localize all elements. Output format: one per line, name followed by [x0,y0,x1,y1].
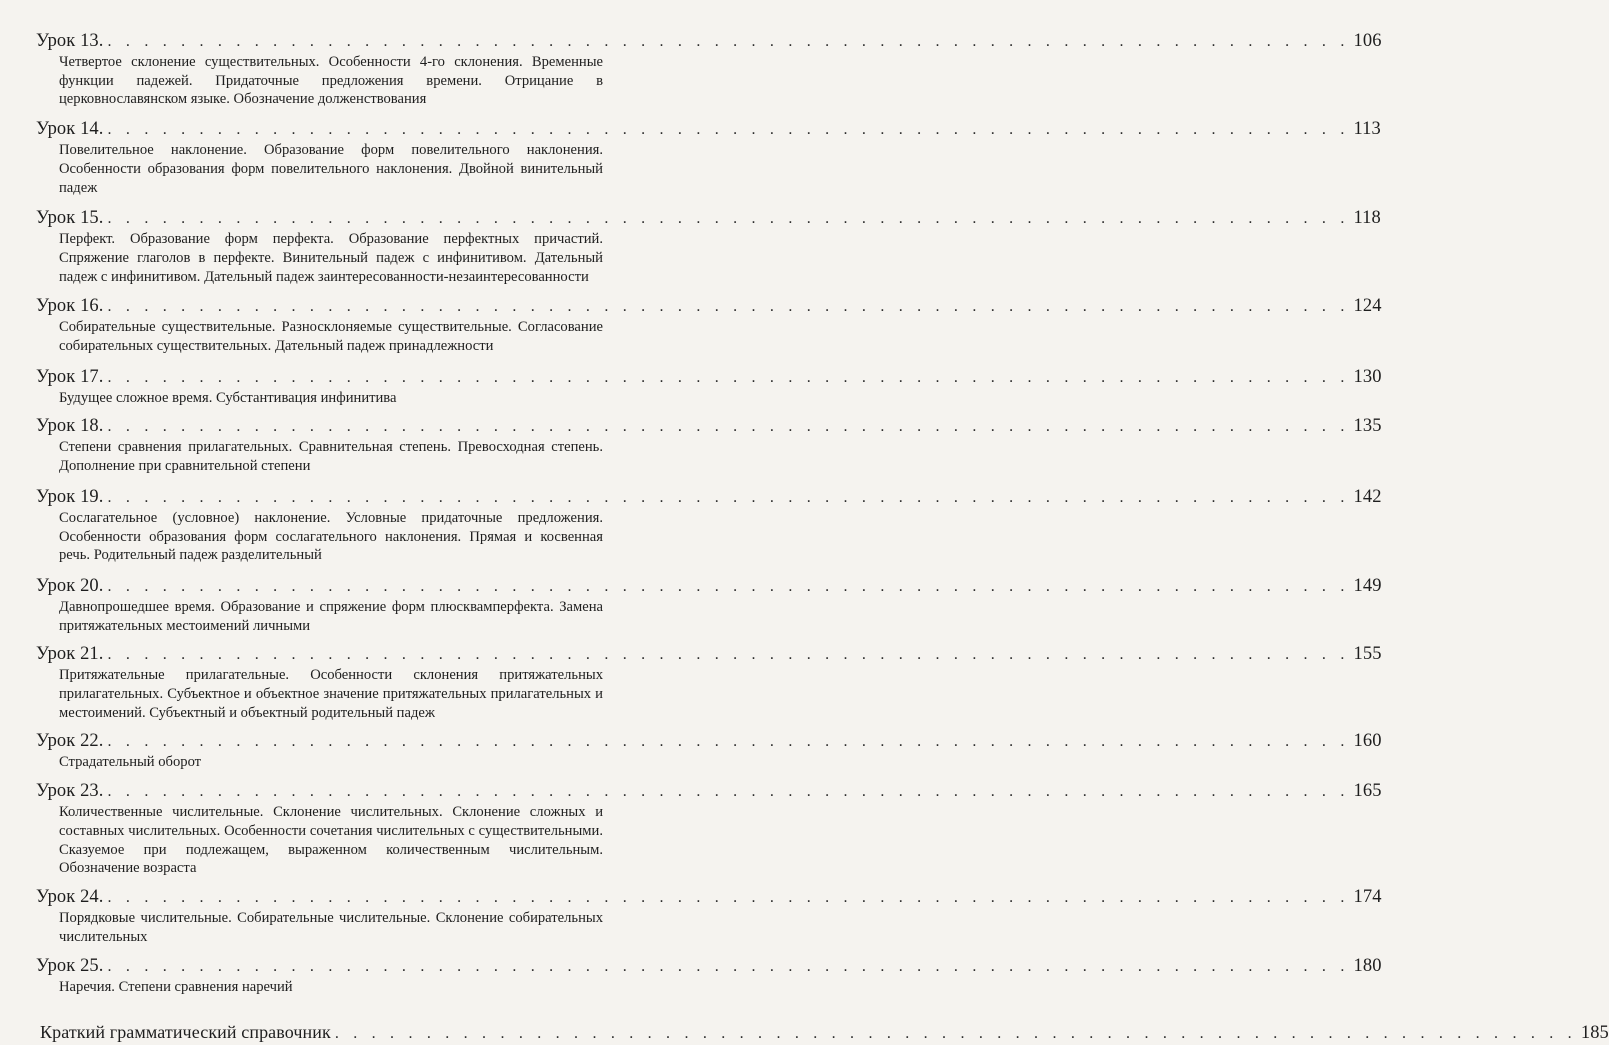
page-number: 185 [1580,1023,1609,1044]
lesson-title: Урок 24. [36,886,104,907]
lesson-title: Урок 19. [36,486,104,507]
dot-leader: . . . . . . . . . . . . . . . . . . . . . . . . . . . . . . . . . . . . . . . . . . . . . . . . . . . . . . . . . . . . . . . . . . . . [107,368,1350,386]
dot-leader: . . . . . . . . . . . . . . . . . . . . . . . . . . . . . . . . . . . . . . . . . . . . . . . . . . . . . . . . . . . . . . . . . . . . [107,577,1350,595]
dot-leader: . . . . . . . . . . . . . . . . . . . . . . . . . . . . . . . . . . . . . . . . . . . . . . . . . . . . . . . . . . . . . . . . . . . . [107,958,1350,976]
dot-leader: . . . . . . . . . . . . . . . . . . . . . . . . . . . . . . . . . . . . . . . . . . . . . . . . . . . . . . . . . . . . . . . . . . . . [107,488,1350,506]
lesson-description: Притяжательные прилагательные. Особенности склонения притяжательных прилагательных. Субъектное и объектное значение притяжательных прилагательных и местоимений. Субъектный и объектный родительный падеж [59,667,603,721]
lesson-description: Четвертое склонение существительных. Особенности 4-го склонения. Временные функции падежей. Придаточные предложения времени. Отрицание в церковнославянском языке. Обозначение долженствования [59,54,603,108]
page-number: 106 [1353,31,1382,51]
lesson-description: Сослагательное (условное) наклонение. Условные придаточные предложения. Особенности образования форм сослагательного наклонения. Прямая и косвенная речь. Родительный падеж разделительный [59,509,603,564]
toc-entry-lesson-13 [36,30,1382,109]
lesson-description: Порядковые числительные. Собирательные числительные. Склонение собирательных числительных [59,909,603,945]
dot-leader: . . . . . . . . . . . . . . . . . . . . . . . . . . . . . . . . . . . . . . . . . . . . . . . . . . . . . . . . . . . . . . . . . . . . [107,418,1350,436]
lesson-title: Урок 20. [36,575,104,596]
lesson-description: Собирательные существительные. Разносклоняемые существительные. Согласование собирательных существительных. Дательный падеж принадлежности [59,319,603,355]
toc-entry-lesson-21 [36,643,1382,722]
page-number: 130 [1353,366,1382,387]
dot-leader: . . . . . . . . . . . . . . . . . . . . . . . . . . . . . . . . . . . . . . . . . . . . . . . . . . . . . . . . . . . . . . . . . . . . [334,1025,1577,1043]
toc-entry-heading [36,366,1382,389]
lesson-title: Урок 13. [36,31,104,51]
page-number: 149 [1353,575,1382,596]
toc-entry-grammar-reference [40,1021,1609,1045]
toc-entry-heading [36,955,1382,978]
lesson-title: Урок 14. [36,119,104,140]
dot-leader: . . . . . . . . . . . . . . . . . . . . . . . . . . . . . . . . . . . . . . . . . . . . . . . . . . . . . . . . . . . . . . . . . . . . [107,733,1350,751]
lesson-description: Перфект. Образование форм перфекта. Образование перфектных причастий. Спряжение глаголов в перфекте. Винительный падеж с инфинитивом. Дательный падеж с инфинитивом. Дательный падеж заинтересованности-незаинтересованности [59,231,603,285]
page-number: 118 [1353,208,1381,229]
toc-entry-heading [36,780,1382,803]
lesson-description: Повелительное наклонение. Образование форм повелительного наклонения. Особенности образования форм повелительного наклонения. Двойной винительный падеж [59,142,603,196]
lesson-title: Урок 15. [36,208,104,229]
toc-entry-heading [36,295,1382,318]
dot-leader: . . . . . . . . . . . . . . . . . . . . . . . . . . . . . . . . . . . . . . . . . . . . . . . . . . . . . . . . . . . . . . . . . . . . [107,783,1350,801]
toc-entry-heading [36,486,1382,509]
dot-leader: . . . . . . . . . . . . . . . . . . . . . . . . . . . . . . . . . . . . . . . . . . . . . . . . . . . . . . . . . . . . . . . . . . . . [107,888,1350,906]
lesson-title: Урок 21. [36,644,104,665]
page-number: 180 [1353,956,1382,977]
toc-entry-lesson-16 [36,295,1382,355]
page-number: 113 [1353,119,1381,140]
toc-entry-lesson-23 [36,780,1382,878]
lesson-description: Страдательный оборот [59,754,202,771]
lesson-title: Урок 25. [36,956,104,977]
lesson-title: Урок 22. [36,731,104,752]
toc-entry-lesson-17 [36,366,1382,408]
appendix-title: Краткий грамматический справочник [40,1022,331,1043]
toc-entry-lesson-22 [36,730,1382,772]
lesson-title: Урок 17. [36,366,104,387]
lesson-description: Будущее сложное время. Субстантивация инфинитива [59,389,397,406]
lesson-title: Урок 23. [36,781,104,802]
toc-entry-lesson-19 [36,486,1382,565]
toc-entry-heading [36,730,1382,753]
page-number: 160 [1353,731,1382,752]
lesson-description: Наречия. Степени сравнения наречий [59,979,293,996]
toc-entry-heading [36,886,1382,909]
page-number: 135 [1353,416,1382,437]
toc-entry-lesson-24 [36,886,1382,946]
lesson-title: Урок 16. [36,296,104,317]
lesson-description: Количественные числительные. Склонение числительных. Склонение сложных и составных числительных. Особенности сочетания числительных с существительными. Сказуемое при подлежащем, выраженном количественным числительным. Обозначение возраста [59,804,603,877]
page-number: 124 [1353,296,1382,317]
toc-entry-heading [36,643,1382,666]
lesson-description: Степени сравнения прилагательных. Сравнительная степень. Превосходная степень. Дополнение при сравнительной степени [59,439,603,475]
toc-entry-heading [36,30,1382,53]
dot-leader: . . . . . . . . . . . . . . . . . . . . . . . . . . . . . . . . . . . . . . . . . . . . . . . . . . . . . . . . . . . . . . . . . . . . [107,210,1350,228]
lesson-title: Урок 18. [36,416,104,437]
page-number: 165 [1353,781,1382,802]
toc-entry-heading [36,415,1382,438]
page-number: 174 [1353,886,1382,907]
toc-entry-heading [36,207,1381,230]
dot-leader: . . . . . . . . . . . . . . . . . . . . . . . . . . . . . . . . . . . . . . . . . . . . . . . . . . . . . . . . . . . . . . . . . . . . [107,33,1350,50]
toc-entry-lesson-20 [36,575,1382,635]
page-number: 142 [1353,486,1382,507]
toc-entry-lesson-14 [36,118,1381,197]
toc-entry-lesson-25 [36,955,1382,997]
toc-entry-heading [36,575,1382,598]
toc-entry-lesson-15 [36,207,1381,286]
toc-entry-heading [40,1021,1609,1045]
toc-entry-heading [36,118,1381,141]
dot-leader: . . . . . . . . . . . . . . . . . . . . . . . . . . . . . . . . . . . . . . . . . . . . . . . . . . . . . . . . . . . . . . . . . . . . [107,646,1350,664]
lesson-description: Давнопрошедшее время. Образование и спряжение форм плюсквамперфекта. Замена притяжательных местоимений личными [59,598,603,634]
dot-leader: . . . . . . . . . . . . . . . . . . . . . . . . . . . . . . . . . . . . . . . . . . . . . . . . . . . . . . . . . . . . . . . . . . . . [107,298,1350,316]
page-number: 155 [1353,644,1382,665]
dot-leader: . . . . . . . . . . . . . . . . . . . . . . . . . . . . . . . . . . . . . . . . . . . . . . . . . . . . . . . . . . . . . . . . . . . . [107,121,1350,139]
toc-entry-lesson-18 [36,415,1382,475]
